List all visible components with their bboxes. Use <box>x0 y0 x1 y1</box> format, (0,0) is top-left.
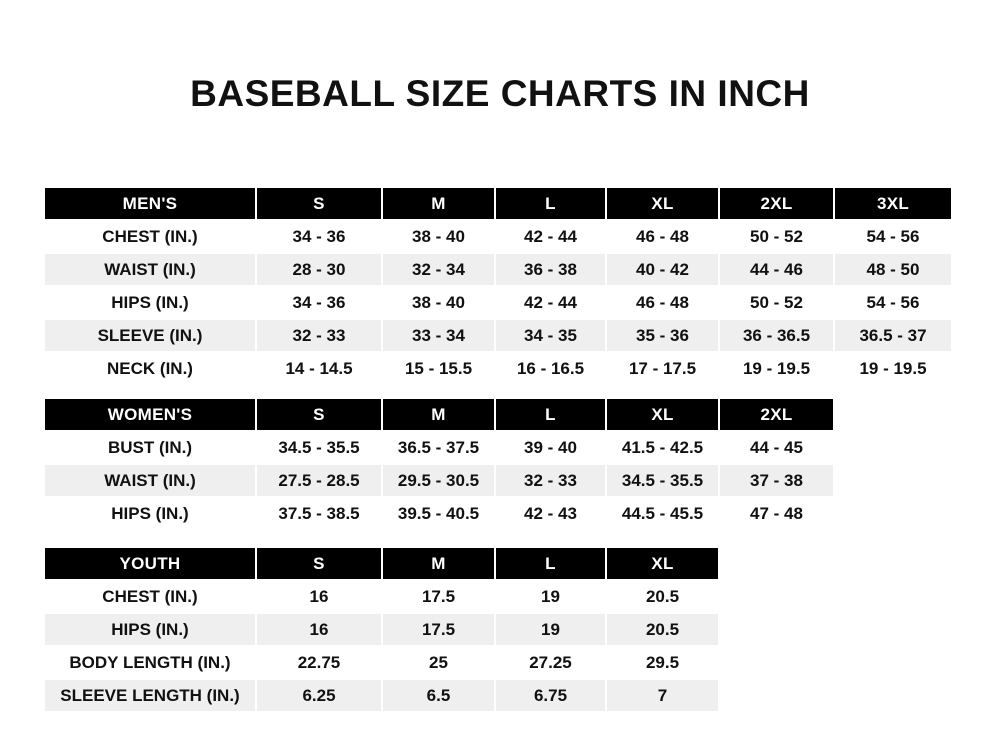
cell-value: 19 - 19.5 <box>834 352 952 385</box>
mens-size-table <box>43 186 953 386</box>
cell-value: 38 - 40 <box>382 286 495 319</box>
cell-value: 32 - 33 <box>256 319 382 352</box>
cell-value: 42 - 44 <box>495 286 606 319</box>
table-row <box>44 679 719 712</box>
cell-value: 41.5 - 42.5 <box>606 431 719 464</box>
row-label: WAIST (IN.) <box>44 464 256 497</box>
cell-value: 28 - 30 <box>256 253 382 286</box>
row-label: SLEEVE LENGTH (IN.) <box>44 679 256 712</box>
cell-value: 42 - 44 <box>495 220 606 253</box>
cell-value: 6.75 <box>495 679 606 712</box>
cell-value: 54 - 56 <box>834 220 952 253</box>
cell-value: 6.25 <box>256 679 382 712</box>
mens-header-2xl: 2XL <box>719 187 834 220</box>
cell-value: 34 - 35 <box>495 319 606 352</box>
cell-value: 34.5 - 35.5 <box>256 431 382 464</box>
mens-table-header <box>44 187 952 220</box>
womens-header-s: S <box>256 398 382 431</box>
cell-value: 40 - 42 <box>606 253 719 286</box>
table-header-row <box>44 187 952 220</box>
womens-header-m: M <box>382 398 495 431</box>
cell-value: 16 - 16.5 <box>495 352 606 385</box>
womens-header-2xl: 2XL <box>719 398 834 431</box>
mens-header-m: M <box>382 187 495 220</box>
cell-value: 17 - 17.5 <box>606 352 719 385</box>
cell-value: 37.5 - 38.5 <box>256 497 382 530</box>
womens-size-table <box>43 397 835 531</box>
youth-header-xl: XL <box>606 547 719 580</box>
cell-value: 17.5 <box>382 580 495 613</box>
cell-value: 27.25 <box>495 646 606 679</box>
cell-value: 46 - 48 <box>606 220 719 253</box>
cell-value: 25 <box>382 646 495 679</box>
cell-value: 6.5 <box>382 679 495 712</box>
cell-value: 42 - 43 <box>495 497 606 530</box>
cell-value: 47 - 48 <box>719 497 834 530</box>
cell-value: 36.5 - 37 <box>834 319 952 352</box>
cell-value: 34.5 - 35.5 <box>606 464 719 497</box>
cell-value: 36.5 - 37.5 <box>382 431 495 464</box>
cell-value: 50 - 52 <box>719 286 834 319</box>
row-label: SLEEVE (IN.) <box>44 319 256 352</box>
row-label: BODY LENGTH (IN.) <box>44 646 256 679</box>
cell-value: 15 - 15.5 <box>382 352 495 385</box>
row-label: NECK (IN.) <box>44 352 256 385</box>
table-row <box>44 431 834 464</box>
youth-header-m: M <box>382 547 495 580</box>
cell-value: 20.5 <box>606 580 719 613</box>
mens-table-body <box>44 220 952 385</box>
cell-value: 54 - 56 <box>834 286 952 319</box>
cell-value: 48 - 50 <box>834 253 952 286</box>
table-row <box>44 464 834 497</box>
cell-value: 29.5 - 30.5 <box>382 464 495 497</box>
mens-header-xl: XL <box>606 187 719 220</box>
womens-header-xl: XL <box>606 398 719 431</box>
row-label: HIPS (IN.) <box>44 286 256 319</box>
youth-header-category: YOUTH <box>44 547 256 580</box>
row-label: BUST (IN.) <box>44 431 256 464</box>
row-label: CHEST (IN.) <box>44 580 256 613</box>
table-row <box>44 286 952 319</box>
womens-header-category: WOMEN'S <box>44 398 256 431</box>
cell-value: 37 - 38 <box>719 464 834 497</box>
row-label: WAIST (IN.) <box>44 253 256 286</box>
youth-size-table-container <box>43 546 720 713</box>
table-row <box>44 319 952 352</box>
table-header-row <box>44 398 834 431</box>
womens-table-header <box>44 398 834 431</box>
mens-size-table-container <box>43 186 953 386</box>
cell-value: 17.5 <box>382 613 495 646</box>
mens-header-l: L <box>495 187 606 220</box>
table-row <box>44 580 719 613</box>
cell-value: 46 - 48 <box>606 286 719 319</box>
cell-value: 34 - 36 <box>256 220 382 253</box>
cell-value: 32 - 33 <box>495 464 606 497</box>
mens-header-3xl: 3XL <box>834 187 952 220</box>
cell-value: 29.5 <box>606 646 719 679</box>
cell-value: 22.75 <box>256 646 382 679</box>
row-label: HIPS (IN.) <box>44 497 256 530</box>
cell-value: 50 - 52 <box>719 220 834 253</box>
table-row <box>44 352 952 385</box>
cell-value: 20.5 <box>606 613 719 646</box>
cell-value: 44 - 45 <box>719 431 834 464</box>
table-row <box>44 646 719 679</box>
cell-value: 44.5 - 45.5 <box>606 497 719 530</box>
cell-value: 7 <box>606 679 719 712</box>
mens-header-s: S <box>256 187 382 220</box>
table-row <box>44 497 834 530</box>
cell-value: 19 <box>495 580 606 613</box>
table-header-row <box>44 547 719 580</box>
cell-value: 38 - 40 <box>382 220 495 253</box>
womens-table-body <box>44 431 834 530</box>
cell-value: 39 - 40 <box>495 431 606 464</box>
table-row <box>44 613 719 646</box>
cell-value: 14 - 14.5 <box>256 352 382 385</box>
cell-value: 35 - 36 <box>606 319 719 352</box>
cell-value: 34 - 36 <box>256 286 382 319</box>
cell-value: 32 - 34 <box>382 253 495 286</box>
cell-value: 44 - 46 <box>719 253 834 286</box>
cell-value: 39.5 - 40.5 <box>382 497 495 530</box>
youth-table-header <box>44 547 719 580</box>
youth-header-l: L <box>495 547 606 580</box>
row-label: CHEST (IN.) <box>44 220 256 253</box>
cell-value: 33 - 34 <box>382 319 495 352</box>
youth-table-body <box>44 580 719 712</box>
cell-value: 36 - 38 <box>495 253 606 286</box>
cell-value: 16 <box>256 613 382 646</box>
youth-header-s: S <box>256 547 382 580</box>
womens-size-table-container <box>43 397 835 531</box>
cell-value: 16 <box>256 580 382 613</box>
cell-value: 19 <box>495 613 606 646</box>
youth-size-table <box>43 546 720 713</box>
womens-header-l: L <box>495 398 606 431</box>
mens-header-category: MEN'S <box>44 187 256 220</box>
cell-value: 27.5 - 28.5 <box>256 464 382 497</box>
table-row <box>44 253 952 286</box>
table-row <box>44 220 952 253</box>
page-title: BASEBALL SIZE CHARTS IN INCH <box>190 73 810 114</box>
cell-value: 36 - 36.5 <box>719 319 834 352</box>
cell-value: 19 - 19.5 <box>719 352 834 385</box>
row-label: HIPS (IN.) <box>44 613 256 646</box>
